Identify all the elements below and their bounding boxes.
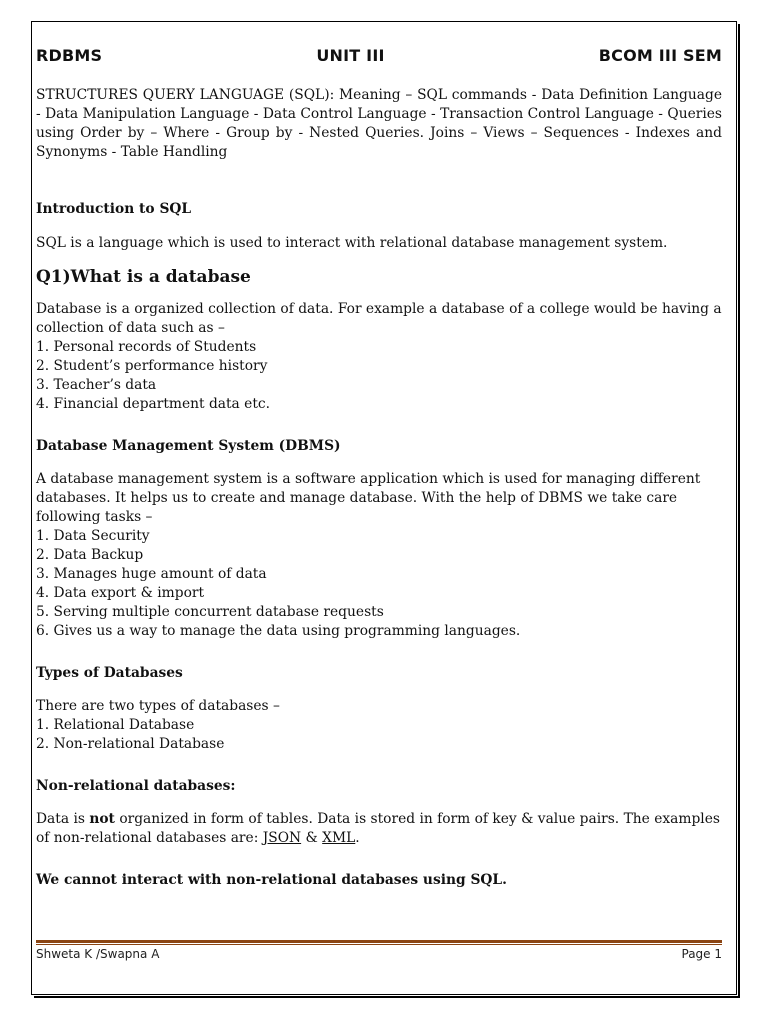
list-item: 5. Serving multiple concurrent database requests <box>36 604 384 620</box>
types-heading: Types of Databases <box>36 665 183 681</box>
nonrel-statement: We cannot interact with non-relational databases using SQL. <box>36 872 507 888</box>
list-item: 4. Financial department data etc. <box>36 396 270 412</box>
list-item: 3. Teacher’s data <box>36 377 157 393</box>
xml-link[interactable]: XML <box>322 830 356 846</box>
list-item: 2. Non-relational Database <box>36 736 225 752</box>
nonrel-text: Data is not organized in form of tables. Data is stored in form of key & value pairs. The examples of non-relational databases are: JSON & XML. <box>36 811 720 846</box>
list-item: 2. Student’s performance history <box>36 358 268 374</box>
footer-authors: Shweta K /Swapna A <box>36 947 160 961</box>
list-item: 3. Manages huge amount of data <box>36 566 267 582</box>
syllabus-text: STRUCTURES QUERY LANGUAGE (SQL): Meaning – SQL commands - Data Definition Language - Data Manipulation Language - Data Control Language - Transaction Control Language - Queries using Order by – Where - Group by - Nested Queries. Joins – Views – Sequences - Indexes and Synonyms - Table Handling <box>36 87 722 160</box>
list-item: 1. Data Security <box>36 528 150 544</box>
nonrel-heading: Non-relational databases: <box>36 778 236 794</box>
list-item: 4. Data export & import <box>36 585 205 601</box>
footer-divider <box>36 940 722 943</box>
q1-list <box>36 338 722 414</box>
dbms-list <box>36 527 722 641</box>
types-list <box>36 716 722 754</box>
q1-text: Database is a organized collection of data. For example a database of a college would be having a collection of data such as – <box>36 301 722 336</box>
q1-heading: Q1)What is a database <box>36 267 251 287</box>
list-item: 2. Data Backup <box>36 547 144 563</box>
list-item: 6. Gives us a way to manage the data using programming languages. <box>36 623 521 639</box>
types-text: There are two types of databases – <box>36 698 280 714</box>
header-subject: RDBMS <box>36 46 103 65</box>
list-item: 1. Personal records of Students <box>36 339 257 355</box>
page-header <box>36 46 722 70</box>
header-unit: UNIT III <box>316 46 385 65</box>
page-footer <box>36 947 722 961</box>
dbms-heading: Database Management System (DBMS) <box>36 438 341 454</box>
footer-divider-thin <box>36 944 722 945</box>
document-body <box>36 46 722 890</box>
json-link[interactable]: JSON <box>262 830 302 846</box>
intro-text: SQL is a language which is used to interact with relational database management system. <box>36 235 668 251</box>
header-semester: BCOM III SEM <box>598 46 722 65</box>
dbms-text: A database management system is a software application which is used for managing different databases. It helps us to create and manage database. With the help of DBMS we take care following tasks – <box>36 471 701 525</box>
page-number: Page 1 <box>681 947 722 961</box>
intro-heading: Introduction to SQL <box>36 201 192 217</box>
list-item: 1. Relational Database <box>36 717 195 733</box>
